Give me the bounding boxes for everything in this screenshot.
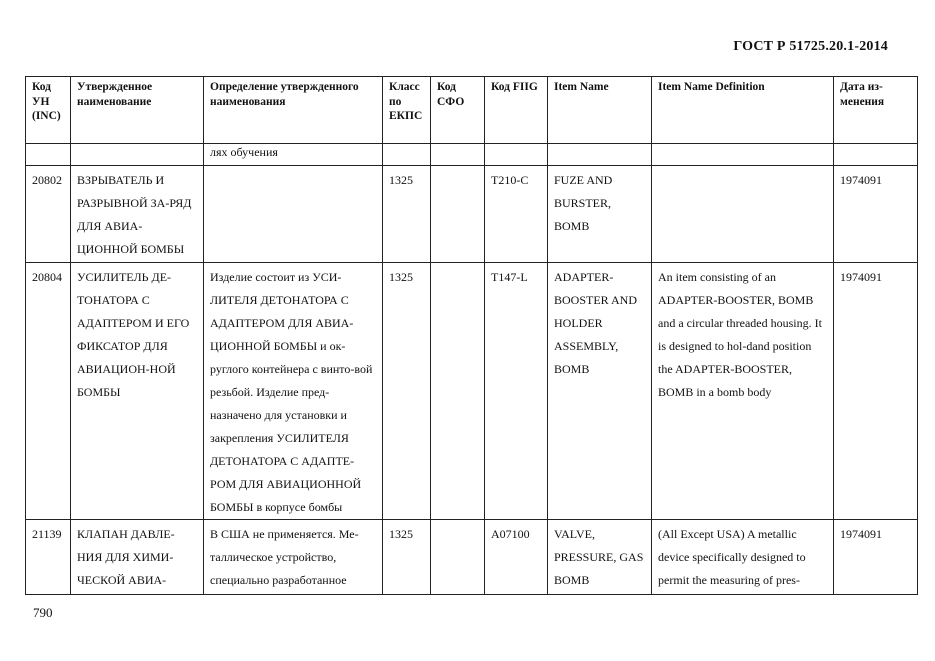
col-header-sfo: Код СФО [431, 77, 485, 144]
cell-item-name: VALVE, PRESSURE, GAS BOMB [548, 520, 652, 595]
table-header-row [26, 77, 918, 144]
cell-definition: В США не применяется. Ме-таллическое устройство, специально разработанное [204, 520, 383, 595]
cell-fiig: T210-C [485, 166, 548, 263]
col-header-class: Класс по ЕКПС [383, 77, 431, 144]
document-code: ГОСТ Р 51725.20.1-2014 [733, 39, 888, 54]
cell-item-def [652, 144, 834, 166]
cell-item-name [548, 144, 652, 166]
cell-definition [204, 166, 383, 263]
cell-sfo [431, 144, 485, 166]
cell-item-name: ADAPTER-BOOSTER AND HOLDER ASSEMBLY, BOMB [548, 263, 652, 520]
cell-definition: Изделие состоит из УСИ-ЛИТЕЛЯ ДЕТОНАТОРА С АДАПТЕРОМ ДЛЯ АВИА-ЦИОННОЙ БОМБЫ и ок-руглого контейнера с винто-вой резьбой. Изделие пред-назначено для установки и закрепления УСИЛИТЕЛЯ ДЕТОНАТОРА С АДАПТЕ-РОМ ДЛЯ АВИАЦИОННОЙ БОМБЫ в корпусе бомбы [204, 263, 383, 520]
col-header-definition: Определение утвержденного наименования [204, 77, 383, 144]
cell-item-name: FUZE AND BURSTER, BOMB [548, 166, 652, 263]
cell-fiig [485, 144, 548, 166]
cell-code: 20804 [26, 263, 71, 520]
cell-name: ВЗРЫВАТЕЛЬ И РАЗРЫВНОЙ ЗА-РЯД ДЛЯ АВИА-ЦИОННОЙ БОМБЫ [71, 166, 204, 263]
cell-code [26, 144, 71, 166]
col-header-date: Дата из-менения [834, 77, 918, 144]
cell-fiig: T147-L [485, 263, 548, 520]
col-header-item-name: Item Name [548, 77, 652, 144]
cell-item-def [652, 166, 834, 263]
col-header-fiig: Код FIIG [485, 77, 548, 144]
col-header-code: Код УН (INC) [26, 77, 71, 144]
page-number: 790 [33, 605, 53, 620]
cell-date [834, 144, 918, 166]
cell-date: 1974091 [834, 263, 918, 520]
cell-class [383, 144, 431, 166]
cell-sfo [431, 166, 485, 263]
cell-name [71, 144, 204, 166]
table-row [26, 166, 918, 263]
cell-definition: лях обучения [204, 144, 383, 166]
cell-date: 1974091 [834, 520, 918, 595]
cell-code: 21139 [26, 520, 71, 595]
cell-item-def: An item consisting of an ADAPTER-BOOSTER, BOMB and a circular threaded housing. It is designed to hol-dand position the ADAPTER-BOOSTER, BOMB in a bomb body [652, 263, 834, 520]
cell-class: 1325 [383, 520, 431, 595]
col-header-name: Утвержденное наименование [71, 77, 204, 144]
cell-name: УСИЛИТЕЛЬ ДЕ-ТОНАТОРА С АДАПТЕРОМ И ЕГО ФИКСАТОР ДЛЯ АВИАЦИОН-НОЙ БОМБЫ [71, 263, 204, 520]
item-name-table [25, 76, 918, 595]
cell-sfo [431, 263, 485, 520]
cell-class: 1325 [383, 166, 431, 263]
col-header-item-def: Item Name Definition [652, 77, 834, 144]
cell-fiig: A07100 [485, 520, 548, 595]
cell-code: 20802 [26, 166, 71, 263]
cell-item-def: (All Except USA) A metallic device specifically designed to permit the measuring of pres- [652, 520, 834, 595]
table-row [26, 144, 918, 166]
table-row [26, 520, 918, 595]
table-row [26, 263, 918, 520]
cell-sfo [431, 520, 485, 595]
cell-date: 1974091 [834, 166, 918, 263]
cell-name: КЛАПАН ДАВЛЕ-НИЯ ДЛЯ ХИМИ-ЧЕСКОЙ АВИА- [71, 520, 204, 595]
cell-class: 1325 [383, 263, 431, 520]
